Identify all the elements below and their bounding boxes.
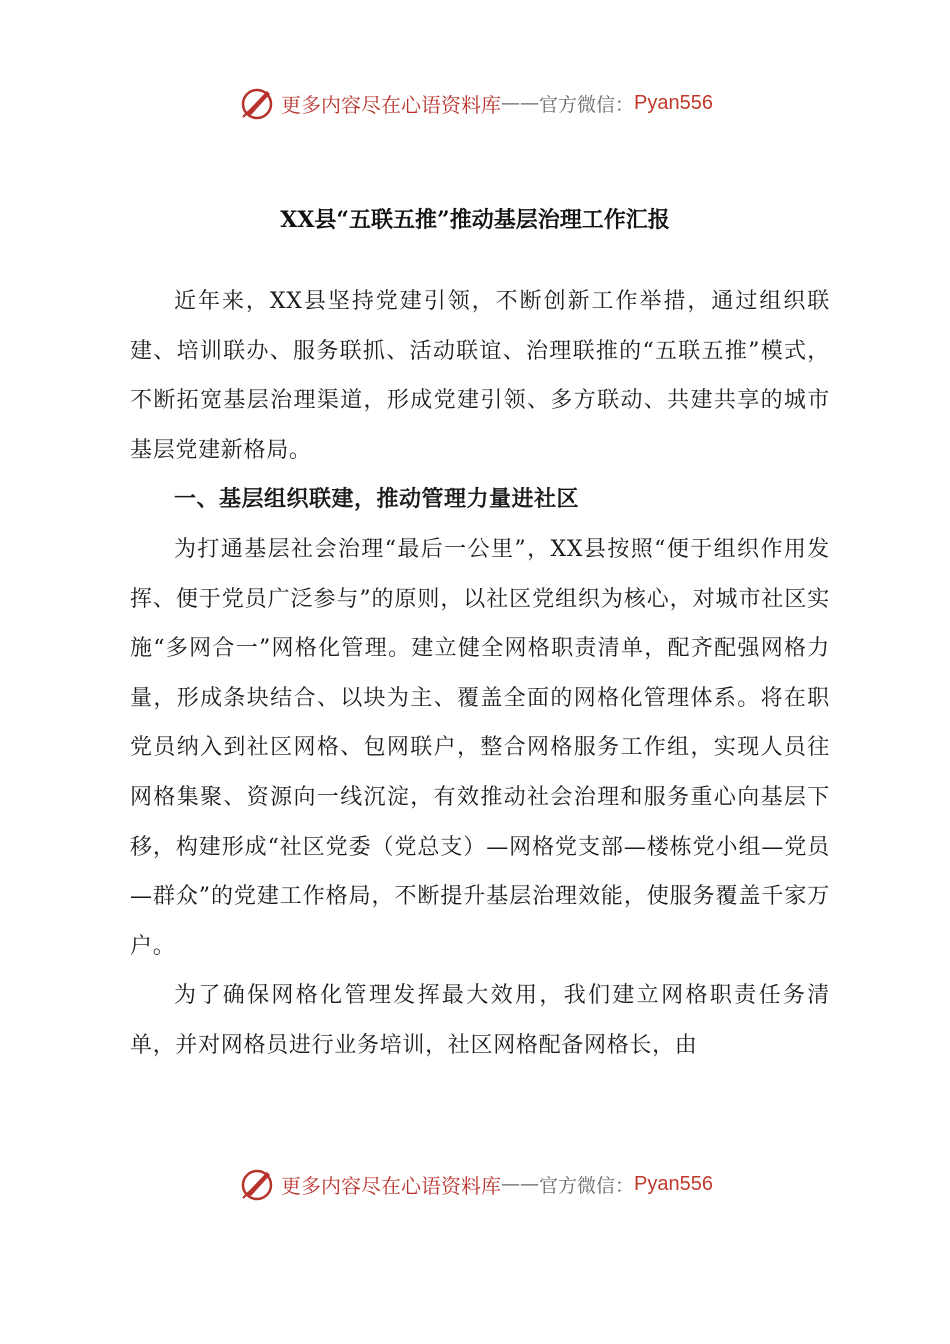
watermark-main-text: 更多内容尽在心语资料库 <box>281 1173 501 1198</box>
watermark-separator: —— <box>501 92 539 114</box>
watermark-separator: —— <box>501 1173 539 1195</box>
paragraph-section-1-cont: 为了确保网格化管理发挥最大效用，我们建立网格职责任务清单，并对网格员进行业务培训，社区网格配备网格长，由 <box>130 983 830 1058</box>
paragraph-section-1: 为打通基层社会治理“最后一公里”，XX县按照“便于组织作用发挥、便于党员广泛参与”的原则，以社区党组织为核心，对城市社区实施“多网合一”网格化管理。建立健全网格职责清单，配齐配强网格力量，形成条块结合、以块为主、覆盖全面的网格化管理体系。将在职党员纳入到社区网格、包网联户，整合网格服务工作组，实现人员往网格集聚、资源向一线沉淀，有效推动社会治理和服务重心向基层下移，构建形成“社区党委（党总支）—网格党支部—楼栋党小组—党员—群众”的党建工作格局，不断提升基层治理效能，使服务覆盖千家万户。 <box>130 536 830 959</box>
watermark-sub-text: 官方微信： <box>539 93 635 116</box>
watermark-wechat-id: Pyan556 <box>634 1172 713 1195</box>
document-title: XX县“五联五推”推动基层治理工作汇报 <box>280 207 670 233</box>
footer-watermark <box>0 1162 950 1206</box>
paragraph-intro: 近年来，XX县坚持党建引领，不断创新工作举措，通过组织联建、培训联办、服务联抓、活动联谊、治理联推的“五联五推”模式，不断拓宽基层治理渠道，形成党建引领、多方联动、共建共享的城市基层党建新格局。 <box>130 289 830 463</box>
watermark-sub-text: 官方微信： <box>539 1174 635 1197</box>
header-watermark <box>0 81 950 125</box>
watermark-main-text: 更多内容尽在心语资料库 <box>281 92 501 117</box>
section-heading-1: 一、基层组织联建，推动管理力量进社区 <box>174 486 580 513</box>
document-body <box>130 277 830 1071</box>
quill-logo-icon <box>237 1164 277 1204</box>
watermark-wechat-id: Pyan556 <box>634 91 713 114</box>
quill-logo-icon <box>237 83 277 123</box>
